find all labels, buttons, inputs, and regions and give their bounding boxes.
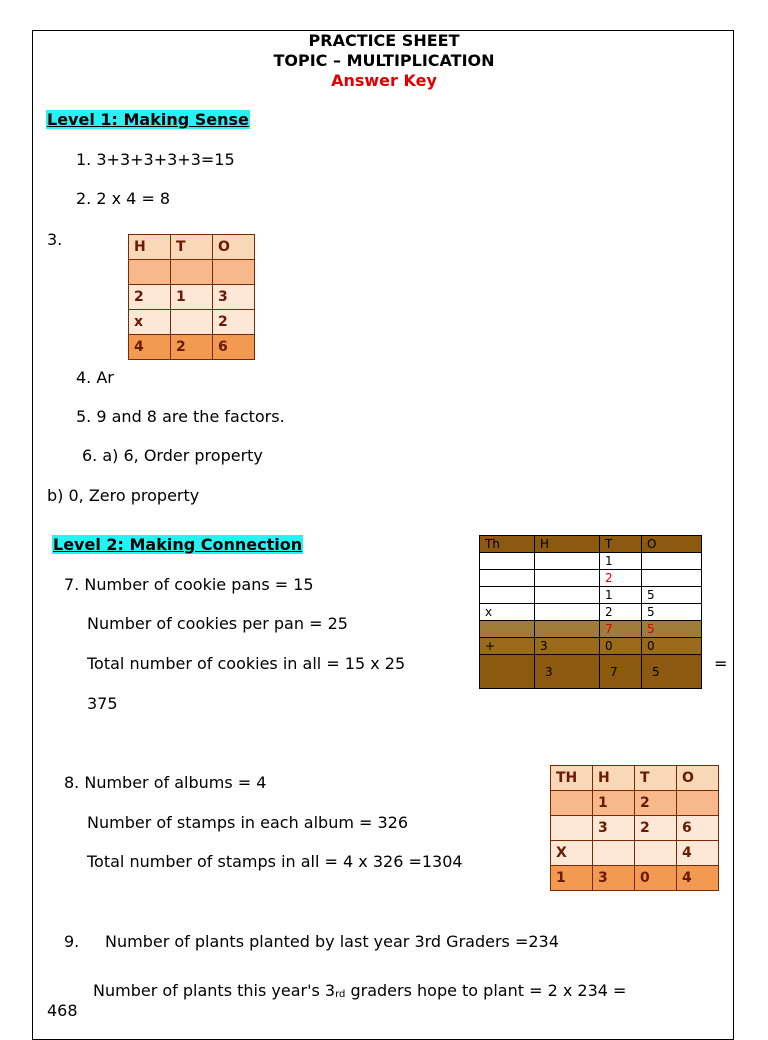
q8-line2: Number of stamps in each album = 326 xyxy=(87,813,409,832)
table-cell: T xyxy=(600,536,642,553)
table-cell xyxy=(213,260,255,285)
table-cell xyxy=(480,587,535,604)
table-cell xyxy=(535,553,600,570)
table-cell: T xyxy=(171,235,213,260)
q7-multiplication-table xyxy=(479,535,702,689)
table-cell: 1 xyxy=(600,587,642,604)
table-cell: 5 xyxy=(642,655,702,689)
q8-line3: Total number of stamps in all = 4 x 326 =1304 xyxy=(87,852,463,871)
table-cell: x xyxy=(480,604,535,621)
q9-line2-end: graders hope to plant = 2 x 234 = xyxy=(345,981,627,1000)
table-cell: T xyxy=(635,766,677,791)
table-cell xyxy=(171,260,213,285)
table-row xyxy=(129,235,255,260)
table-cell: 4 xyxy=(677,841,719,866)
table-row xyxy=(480,621,702,638)
level1-heading xyxy=(46,110,250,129)
table-cell xyxy=(535,621,600,638)
table-cell: Th xyxy=(480,536,535,553)
table-cell: x xyxy=(129,310,171,335)
q2-answer: 2. 2 x 4 = 8 xyxy=(76,189,171,208)
table-row xyxy=(551,766,719,791)
table-row xyxy=(551,791,719,816)
table-row xyxy=(480,553,702,570)
q9-line2 xyxy=(93,981,626,1000)
table-cell xyxy=(480,621,535,638)
q7-line1: 7. Number of cookie pans = 15 xyxy=(64,575,314,594)
q9-line2-start: Number of plants this year's 3 xyxy=(93,981,336,1000)
table-row xyxy=(129,260,255,285)
table-cell: 5 xyxy=(642,587,702,604)
table-cell xyxy=(535,587,600,604)
q9-line1: Number of plants planted by last year 3rd Graders =234 xyxy=(105,932,559,951)
table-cell: O xyxy=(213,235,255,260)
table-cell xyxy=(171,310,213,335)
table-cell: 1 xyxy=(600,553,642,570)
level2-heading xyxy=(52,535,303,554)
table-cell xyxy=(635,841,677,866)
sheet-title: PRACTICE SHEET xyxy=(308,31,460,50)
table-cell: 2 xyxy=(600,604,642,621)
q3-label: 3. xyxy=(47,230,63,249)
q9-number: 9. xyxy=(64,932,80,951)
q9-line3: 468 xyxy=(47,1001,78,1020)
table-row xyxy=(129,310,255,335)
table-cell: H xyxy=(593,766,635,791)
table-cell xyxy=(535,570,600,587)
table-cell: 7 xyxy=(600,655,642,689)
table-row xyxy=(480,587,702,604)
table-cell: 5 xyxy=(642,621,702,638)
table-row xyxy=(129,335,255,360)
table-cell xyxy=(551,791,593,816)
table-cell: 1 xyxy=(171,285,213,310)
table-cell xyxy=(129,260,171,285)
q6b-answer: b) 0, Zero property xyxy=(47,486,200,505)
table-cell xyxy=(593,841,635,866)
q7-equals: = xyxy=(714,654,728,673)
table-cell: 6 xyxy=(213,335,255,360)
table-cell xyxy=(480,553,535,570)
level1-heading-text: Level 1: Making Sense xyxy=(47,110,249,129)
table-cell: 3 xyxy=(535,638,600,655)
q8-line1: 8. Number of albums = 4 xyxy=(64,773,267,792)
table-cell: H xyxy=(129,235,171,260)
q8-place-value-table xyxy=(550,765,719,891)
table-cell: 3 xyxy=(593,866,635,891)
q7-line4: 375 xyxy=(87,694,118,713)
table-row xyxy=(480,638,702,655)
table-cell xyxy=(551,816,593,841)
table-cell: 2 xyxy=(129,285,171,310)
table-cell: 2 xyxy=(635,791,677,816)
table-row xyxy=(480,536,702,553)
table-cell xyxy=(480,570,535,587)
table-cell xyxy=(642,570,702,587)
q5-answer: 5. 9 and 8 are the factors. xyxy=(76,407,285,426)
table-cell: O xyxy=(642,536,702,553)
table-cell: X xyxy=(551,841,593,866)
table-cell: 4 xyxy=(129,335,171,360)
table-row xyxy=(480,655,702,689)
table-cell: H xyxy=(535,536,600,553)
table-cell: 3 xyxy=(535,655,600,689)
table-cell xyxy=(642,553,702,570)
table-cell: 1 xyxy=(551,866,593,891)
table-row xyxy=(480,570,702,587)
table-cell: 0 xyxy=(642,638,702,655)
table-cell: 2 xyxy=(171,335,213,360)
table-cell: 3 xyxy=(593,816,635,841)
table-cell: 7 xyxy=(600,621,642,638)
table-cell xyxy=(677,791,719,816)
table-cell xyxy=(480,655,535,689)
table-cell: 4 xyxy=(677,866,719,891)
table-cell: 2 xyxy=(213,310,255,335)
q1-answer: 1. 3+3+3+3+3=15 xyxy=(76,150,235,169)
table-cell: 6 xyxy=(677,816,719,841)
table-cell xyxy=(535,604,600,621)
q9-ordinal-suffix: rd xyxy=(335,989,346,1000)
sheet-topic: TOPIC – MULTIPLICATION xyxy=(273,51,495,70)
q4-answer: 4. Ar xyxy=(76,368,114,387)
table-row xyxy=(480,604,702,621)
answer-key-label: Answer Key xyxy=(331,71,437,90)
table-row xyxy=(551,841,719,866)
q7-line3: Total number of cookies in all = 15 x 25 xyxy=(87,654,406,673)
q6a-answer: 6. a) 6, Order property xyxy=(82,446,263,465)
table-cell: 0 xyxy=(600,638,642,655)
table-cell: 1 xyxy=(593,791,635,816)
table-cell: 0 xyxy=(635,866,677,891)
table-cell: 3 xyxy=(213,285,255,310)
table-cell: 5 xyxy=(642,604,702,621)
q3-place-value-table xyxy=(128,234,255,360)
table-row xyxy=(551,816,719,841)
table-row xyxy=(129,285,255,310)
q7-line2: Number of cookies per pan = 25 xyxy=(87,614,348,633)
table-cell: + xyxy=(480,638,535,655)
level2-heading-text: Level 2: Making Connection xyxy=(53,535,303,554)
table-row xyxy=(551,866,719,891)
table-cell: 2 xyxy=(600,570,642,587)
table-cell: 2 xyxy=(635,816,677,841)
table-cell: O xyxy=(677,766,719,791)
table-cell: TH xyxy=(551,766,593,791)
